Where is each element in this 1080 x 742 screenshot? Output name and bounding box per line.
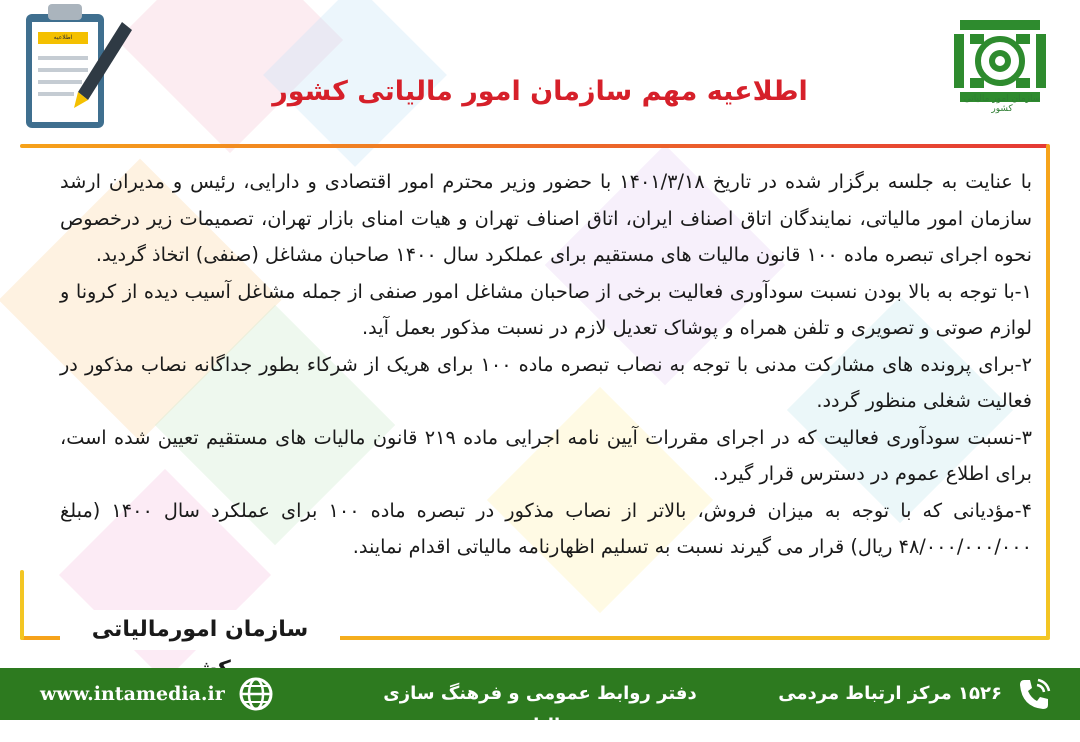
clipboard-pen-icon <box>18 0 138 132</box>
globe-icon <box>238 676 274 712</box>
intro-paragraph: با عنایت به جلسه برگزار شده در تاریخ ۱۴۰۱/۳/۱۸ با حضور وزیر محترم امور اقتصادی و دارایی، رئیس و مدیران ارشد سازمان امور مالیاتی، نمایندگان اتاق اصناف ایران، اتاق اصناف تهران و هیات امنای بازار تهران، تصمیمات زیر درخصوص نحوه اجرای تبصره ماده ۱۰۰ قانون مالیات های مستقیم برای عملکرد سال ۱۴۰۰ صاحبان مشاغل (صنفی) اتخاذ گردید. <box>60 170 1032 266</box>
announcement-body <box>60 164 1032 566</box>
page-title: اطلاعیه مهم سازمان امور مالیاتی کشور <box>272 76 808 107</box>
call-center-text[interactable]: ۱۵۲۶ مرکز ارتباط مردمی <box>778 683 1002 704</box>
frame-line-top <box>20 144 1048 148</box>
office-name: دفتر روابط عمومی و فرهنگ سازی مالیاتی <box>383 683 697 736</box>
website-link[interactable]: www.intamedia.ir <box>40 683 225 705</box>
logo-caption: سازمان امور مالیاتی کشور <box>963 94 1041 114</box>
frame-line-right <box>1046 144 1050 638</box>
decision-item-1: ۱-با توجه به بالا بودن نسبت سودآوری فعالیت برخی از صاحبان مشاغل امور صنفی از جمله مشاغل آسیب دیده از کرونا و لوازم صوتی و تصویری و تلفن همراه و پوشاک تعدیل لازم در نسبت مذکور بعمل آید. <box>60 279 1032 339</box>
decision-item-2: ۲-برای پرونده های مشارکت مدنی با توجه به نصاب تبصره ماده ۱۰۰ برای هریک از شرکاء بطور جداگانه نصاب مذکور در فعالیت شغلی منظور گردد. <box>60 352 1032 412</box>
clipboard-label: اطلاعیه <box>38 32 88 44</box>
footer-bar <box>0 668 1080 736</box>
phone-icon <box>1014 674 1054 714</box>
decision-item-3: ۳-نسبت سودآوری فعالیت که در اجرای مقررات آیین نامه اجرایی ماده ۲۱۹ قانون مالیات های مستقیم تعیین شده است، برای اطلاع عموم در دسترس قرار گیرد. <box>60 425 1032 485</box>
frame-line-left <box>20 570 24 640</box>
decision-item-4: ۴-مؤدیانی که با توجه به میزان فروش، بالاتر از نصاب مذکور در تبصره ماده ۱۰۰ برای عملکرد سال ۱۴۰۰ (مبلغ ۴۸/۰۰۰/۰۰۰/۰۰۰ ریال) قرار می گیرند نسبت به تسلیم اظهارنامه مالیاتی اقدام نمایند. <box>60 498 1032 558</box>
signature: سازمان امورمالیاتی <box>60 610 340 650</box>
